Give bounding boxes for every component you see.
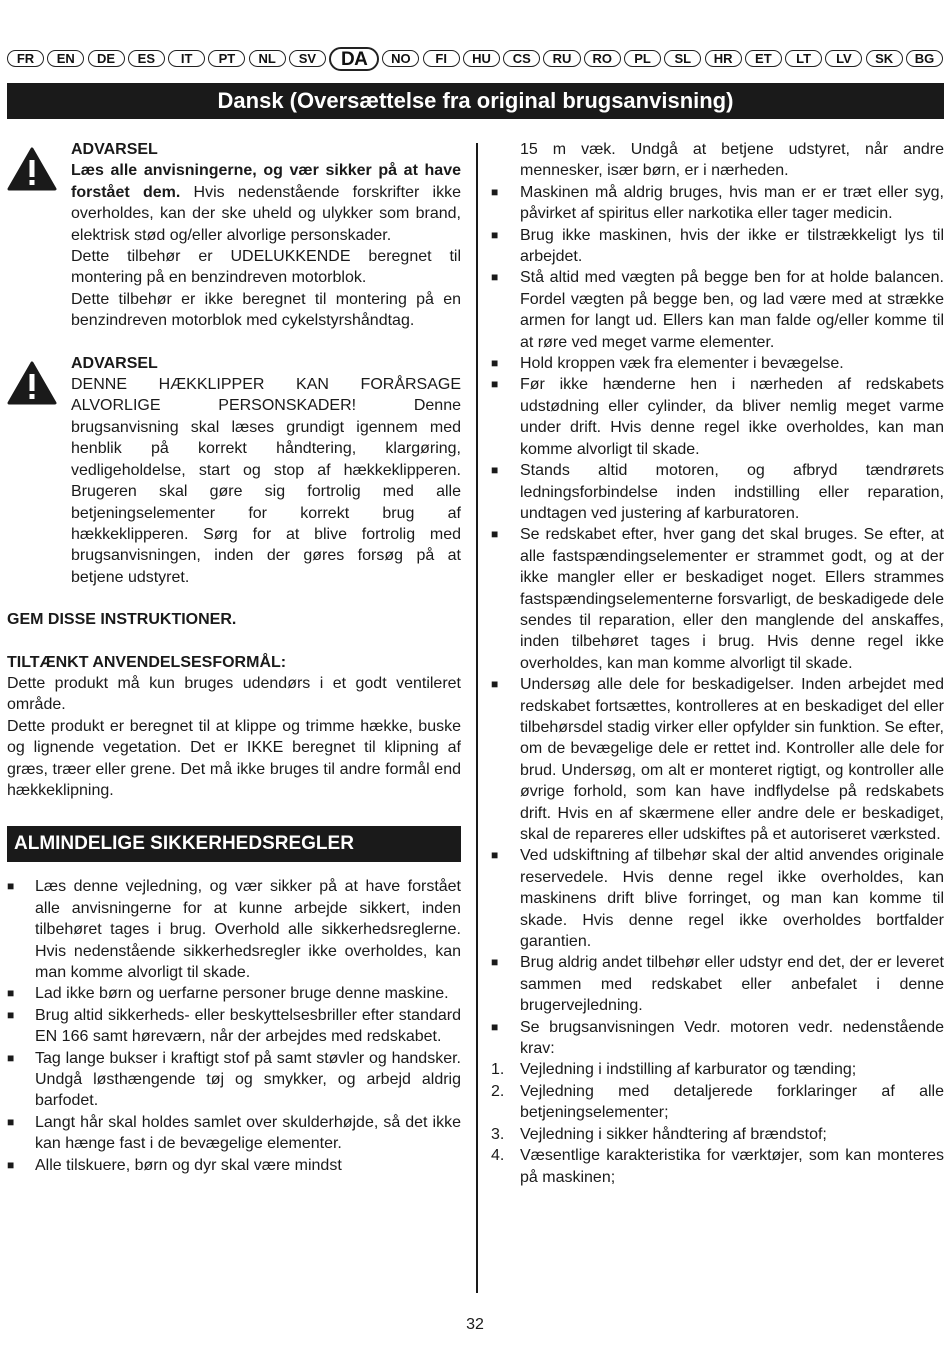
warning-paragraph: Dette tilbehør er ikke beregnet til montering på en benzindreven motorblok med cykelstyrshåndtag. [71, 290, 461, 330]
safety-list-right [491, 182, 944, 1060]
list-item [491, 674, 944, 845]
right-column [491, 139, 944, 1188]
language-tab-hu[interactable]: HU [463, 50, 500, 67]
list-item [491, 952, 944, 1016]
intended-use-paragraph: Dette produkt er beregnet til at klippe og trimme hække, buske og lignende vegetation. Det er IKKE beregnet til klipning af græs, træer eller grene. Det må ikke bruges til andre formål end hækkeklipning. [7, 717, 461, 799]
numbered-item [491, 1124, 944, 1145]
warning-text [71, 160, 461, 246]
language-tab-cs[interactable]: CS [503, 50, 540, 67]
bullet-icon: ■ [491, 955, 499, 970]
bullet-icon: ■ [491, 270, 499, 285]
language-tab-lt[interactable]: LT [785, 50, 822, 67]
language-tab-ru[interactable]: RU [543, 50, 580, 67]
language-tab-lv[interactable]: LV [825, 50, 862, 67]
item-number: 2. [491, 1082, 505, 1100]
bullet-icon: ■ [491, 527, 499, 542]
list-item-text: Se brugsanvisningen Vedr. motoren vedr. nedenstående krav: [520, 1018, 944, 1058]
bullet-icon: ■ [491, 227, 499, 242]
language-tab-sk[interactable]: SK [866, 50, 903, 67]
language-tab-en[interactable]: EN [47, 50, 84, 67]
column-divider [476, 143, 478, 1293]
list-item [491, 267, 944, 353]
warning-triangle-icon [7, 361, 57, 405]
list-item-text: Stands altid motoren, og afbryd tændrørets ledningsforbindelse inden indstilling eller reparation, undtagen ved justering af karburatoren. [520, 462, 944, 522]
language-tab-de[interactable]: DE [88, 50, 125, 67]
language-tab-et[interactable]: ET [745, 50, 782, 67]
warning-text: DENNE HÆKKLIPPER KAN FORÅRSAGE ALVORLIGE PERSONSKADER! Denne brugsanvisning skal læses grundigt igennem med henblik på korrekt håndtering, klargøring, vedligeholdelse, start og stop af hækkeklipperen. Brugeren skal gøre sig fortrolig med alle betjeningselementer for korrekt brug af hækkeklipperen. Sørg for at blive fortrolig med brugsanvisningen, inden der gøres forsøg på at betjene udstyret. [71, 376, 461, 586]
item-number: 1. [491, 1061, 505, 1079]
bullet-icon: ■ [7, 1007, 15, 1022]
numbered-item [491, 1059, 944, 1080]
list-item [7, 1112, 461, 1155]
list-item-text: Ved udskiftning af tilbehør skal der altid anvendes originale reservedele. Hvis denne regel ikke overholdes, kan maskinens drift blive forringet, og man kan komme til skade. Hvis denne regel ikke overholdes bortfalder garantien. [520, 847, 944, 951]
warning-heading: ADVARSEL [71, 141, 158, 158]
language-tab-ro[interactable]: RO [584, 50, 621, 67]
bullet-icon: ■ [491, 463, 499, 478]
numbered-item-text: Vejledning med detaljerede forklaringer af alle betjeningselementer; [520, 1082, 944, 1122]
bullet-icon: ■ [491, 848, 499, 863]
intended-use-heading: TILTÆNKT ANVENDELSESFORMÅL: [7, 653, 287, 671]
safety-list-left [7, 876, 461, 1176]
list-item [491, 182, 944, 225]
numbered-item-text: Vejledning i indstilling af karburator og tænding; [520, 1061, 857, 1079]
warning-block-1 [7, 139, 461, 332]
list-item [7, 1005, 461, 1048]
numbered-item [491, 1145, 944, 1188]
language-tab-pl[interactable]: PL [624, 50, 661, 67]
page-number: 32 [466, 1316, 484, 1333]
language-tab-it[interactable]: IT [168, 50, 205, 67]
list-item-text: Se redskabet efter, hver gang det skal bruges. Se efter, at alle fastspændingselementer er strammet godt, og at der ikke mangler eller er beskadiget noget. Ellers strammes fastspændingselementerne forsvarligt, de beskadigede dele sendes til reparation, eller den manglende del anskaffes, inden tilbehøret tages i brug. Hvis denne regel ikke overholdes, kan man komme alvorligt til skade. [520, 526, 944, 672]
language-tab-es[interactable]: ES [128, 50, 165, 67]
list-item-text: Tag lange bukser i kraftigt stof på samt støvler og handsker. Undgå løsthængende tøj og smykker, og arbejd aldrig barfodet. [35, 1049, 461, 1110]
numbered-item [491, 1081, 944, 1124]
warning-block-2 [7, 353, 461, 588]
page-title: Dansk (Oversættelse fra original brugsanvisning) [7, 83, 944, 119]
language-tab-da[interactable]: DA [329, 47, 379, 71]
keep-instructions-heading: GEM DISSE INSTRUKTIONER. [7, 611, 237, 629]
list-item-text: Brug aldrig andet tilbehør eller udstyr end det, der er leveret sammen med redskabet eller anbefalet i denne brugervejledning. [520, 954, 944, 1015]
language-tab-fr[interactable]: FR [7, 50, 44, 67]
list-item [7, 1155, 461, 1176]
list-item-text: Stå altid med vægten på begge ben for at holde balancen. Fordel vægten på begge ben, og lad være med at strække armen for langt ud. Ellers kan man falde og/eller komme til at røre ved meget varme elementer. [520, 269, 944, 351]
warning-paragraph: Dette tilbehør er UDELUKKENDE beregnet til montering på en benzindreven motorblok. [71, 248, 461, 287]
list-item [7, 983, 461, 1004]
language-tab-fi[interactable]: FI [423, 50, 460, 67]
language-tab-pt[interactable]: PT [208, 50, 245, 67]
warning-heading: ADVARSEL [71, 354, 158, 372]
safety-section-heading: ALMINDELIGE SIKKERHEDSREGLER [7, 826, 461, 862]
item-number: 3. [491, 1125, 505, 1143]
list-item-text: Før ikke hænderne hen i nærheden af redskabets udstødning eller cylinder, da bliver nemlig meget varme under drift. Hvis denne regel ikke overholdes, kan man komme alvorligt til skade. [520, 376, 944, 458]
list-item-text: Hold kroppen væk fra elementer i bevægelse. [520, 355, 844, 373]
numbered-item-text: Væsentlige karakteristika for værktøjer, som kan monteres på maskinen; [520, 1147, 944, 1186]
list-item-text: Langt hår skal holdes samlet over skulderhøjde, så det ikke kan hænge fast i de bevægelige elementer. [35, 1113, 461, 1153]
list-item-text: Undersøg alle dele for beskadigelser. Inden arbejdet med redskabet fortsættes, kontrolleres at en beskadiget del eller tilbehørsdel stadig virker eller opfylder sin funktion. Se efter, om de bevægelige dele er rettet ind. Kontroller alle dele for brud. Undersøg, om alt er monteret rigtigt, og kontroller alle øvrige forhold, som kan have indflydelse på redskabets drift. Hvis en af skærmene eller andre dele er beskadiget, skal de repareres eller udskiftes på et autoriseret værksted. [520, 676, 944, 843]
language-tab-bg[interactable]: BG [906, 50, 943, 67]
list-item-text: Læs denne vejledning, og vær sikker på at have forstået alle anvisningerne for at kunne arbejde sikkert, inden tilbehøret tages i brug. Overhold alle sikkerhedsreglerne. Hvis nedenstående sikkerhedsregler ikke overholdes, kan man komme alvorligt til skade. [35, 878, 461, 981]
language-tab-nl[interactable]: NL [249, 50, 286, 67]
bullet-icon: ■ [7, 1050, 15, 1065]
warning-lead: Læs alle anvisningerne, og vær sikker på at have forstået dem. [71, 162, 461, 201]
list-item [491, 374, 944, 460]
bullet-icon: ■ [491, 184, 499, 199]
list-item [491, 353, 944, 374]
list-item-text: Brug altid sikkerheds- eller beskyttelsesbriller efter standard EN 166 samt høreværn, når der arbejdes med redskabet. [35, 1006, 461, 1046]
numbered-list [491, 1059, 944, 1187]
list-item [7, 1048, 461, 1112]
language-tab-sl[interactable]: SL [664, 50, 701, 67]
list-item-text: Brug ikke maskinen, hvis der ikke er tilstrækkeligt lys til arbejdet. [520, 226, 944, 266]
list-item [491, 524, 944, 674]
language-tab-hr[interactable]: HR [705, 50, 742, 67]
list-item [7, 876, 461, 983]
bullet-icon: ■ [491, 677, 499, 692]
list-item-text: Maskinen må aldrig bruges, hvis man er er træt eller syg, påvirket af spiritus eller narkotika eller tager medicin. [520, 183, 944, 223]
list-item-text: Alle tilskuere, børn og dyr skal være mindst [35, 1156, 342, 1174]
bullet-icon: ■ [7, 986, 15, 1001]
intended-use-paragraph: Dette produkt må kun bruges udendørs i et godt ventileret område. [7, 674, 461, 714]
language-tab-no[interactable]: NO [382, 50, 419, 67]
bullet-icon: ■ [491, 1019, 499, 1034]
language-tab-sv[interactable]: SV [289, 50, 326, 67]
language-selector [7, 47, 943, 71]
numbered-item-text: Vejledning i sikker håndtering af brændstof; [520, 1125, 827, 1143]
warning-triangle-icon [7, 147, 57, 191]
bullet-icon: ■ [7, 1157, 15, 1172]
list-item-text: Lad ikke børn og uerfarne personer bruge denne maskine. [35, 985, 449, 1003]
warning-body: Hvis nedenstående forskrifter ikke overholdes, kan der ske uheld og ulykker som brand, elektrisk stød og/eller alvorlige personskader. [71, 183, 462, 244]
list-item [491, 1017, 944, 1060]
list-item [491, 845, 944, 952]
bullet-icon: ■ [491, 356, 499, 371]
list-item-continuation: 15 m væk. Undgå at betjene udstyret, når andre mennesker, især børn, er i nærheden. [520, 141, 944, 180]
list-item [491, 225, 944, 268]
list-item [491, 460, 944, 524]
left-column [7, 139, 461, 1176]
bullet-icon: ■ [491, 377, 499, 392]
bullet-icon: ■ [7, 1114, 15, 1129]
bullet-icon: ■ [7, 879, 15, 894]
item-number: 4. [491, 1147, 505, 1165]
